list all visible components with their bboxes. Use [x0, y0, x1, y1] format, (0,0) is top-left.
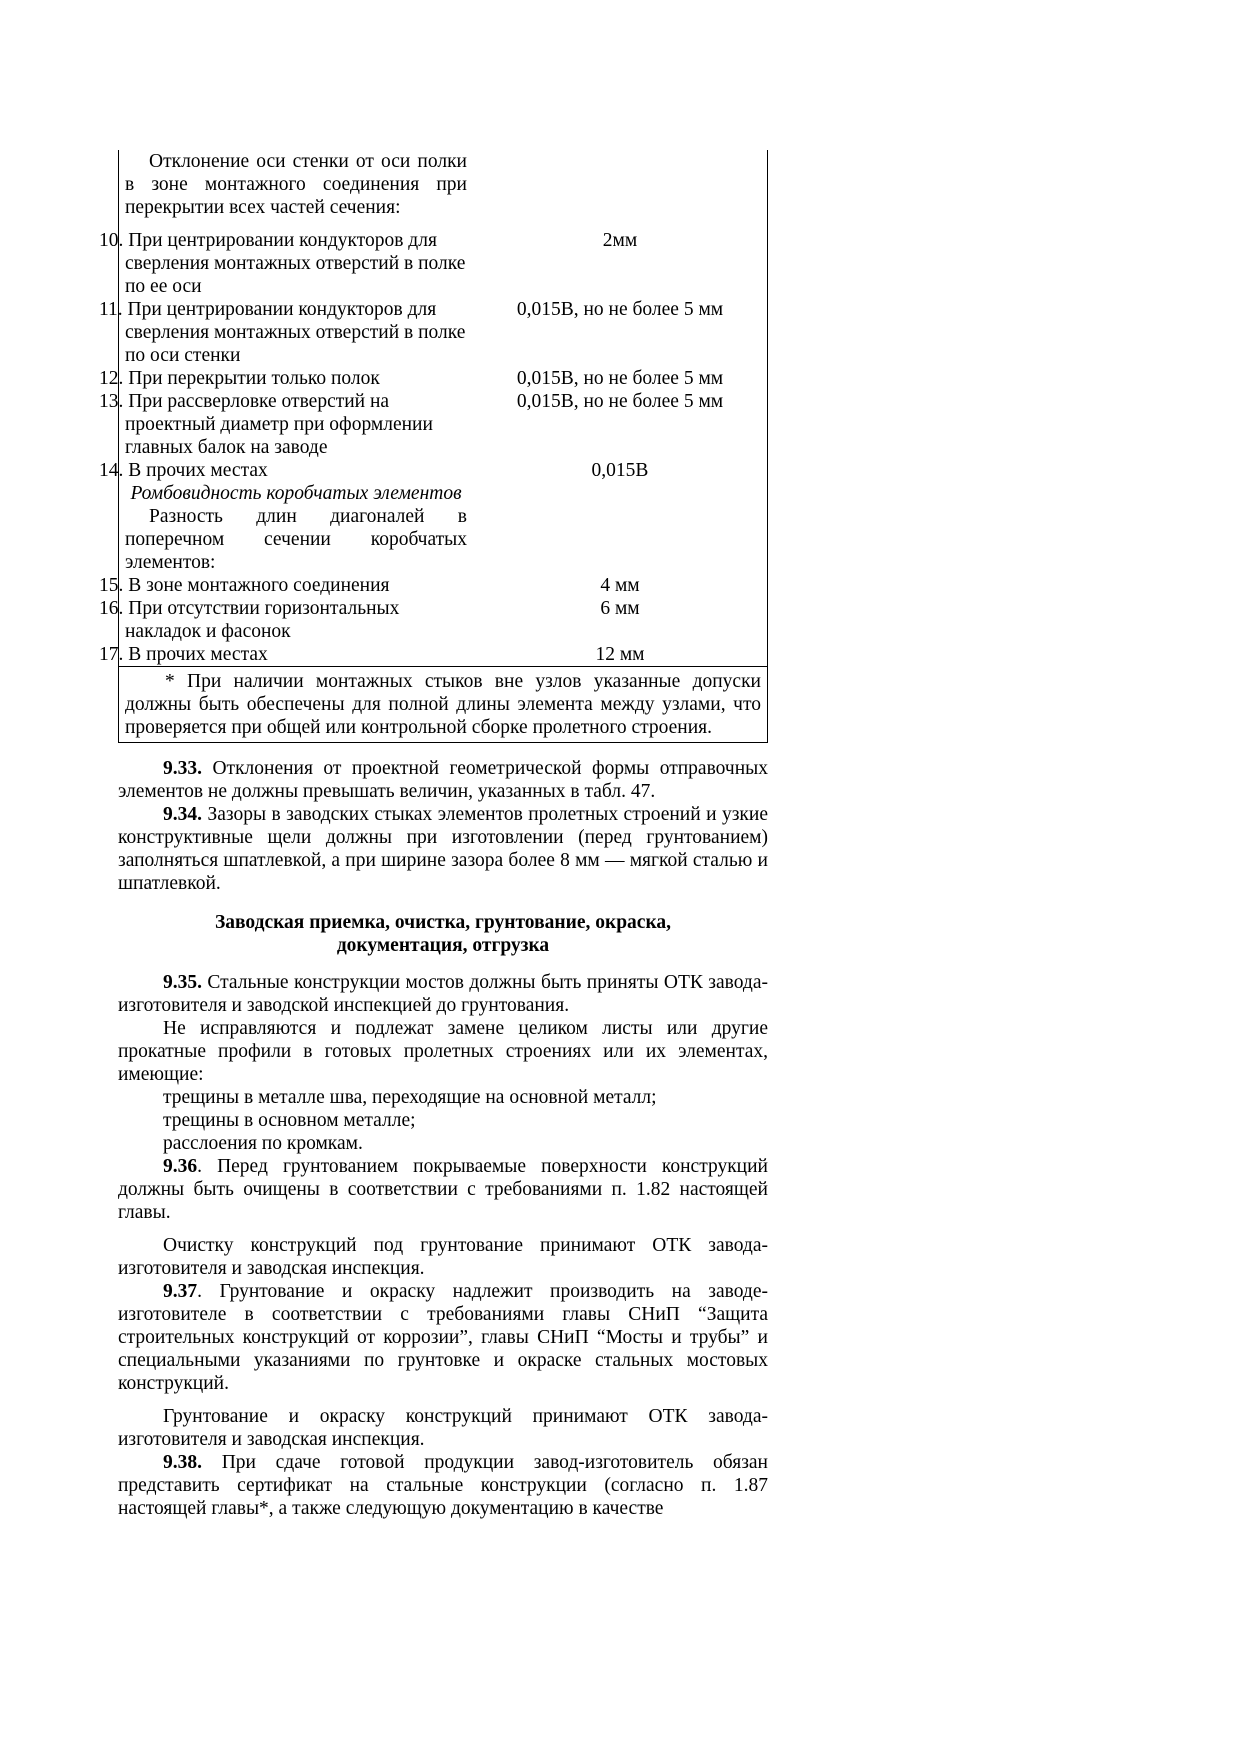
table-subheading: Ромбовидность коробчатых элементов	[119, 482, 474, 505]
paragraph-9-35-b: Не исправляются и подлежат замене целиком листы или другие прокатные профили в готовых пролетных строениях или их элементах, имеющие:	[118, 1018, 768, 1085]
row-label: 12. При перекрытии только полок	[119, 367, 474, 390]
row-label: 16. При отсутствии горизонтальных накладок и фасонок	[119, 597, 474, 643]
clause-number: 9.36	[163, 1156, 198, 1177]
tolerance-table	[99, 150, 768, 743]
paragraph-text: При сдаче готовой продукции завод-изготовитель обязан представить сертификат на стальные конструкции (согласно п. 1.87 настоящей главы*, а также следующую документацию в качестве	[118, 1452, 768, 1519]
list-item: трещины в металле шва, переходящие на основной металл;	[163, 1087, 657, 1108]
clause-number: 9.38.	[163, 1452, 202, 1473]
row-value: 2мм	[473, 229, 768, 298]
row-value: 0,015В	[473, 459, 768, 482]
table-row	[119, 667, 768, 743]
body-text	[118, 757, 768, 1520]
table-row	[119, 390, 768, 459]
row-label: 10. При центрировании кондукторов для сверления монтажных отверстий в полке по ее оси	[119, 229, 474, 298]
clause-number: 9.34.	[163, 804, 202, 825]
table-row	[119, 643, 768, 667]
paragraph-text: . Грунтование и окраску надлежит производить на заводе-изготовителе в соответствии с требованиями главы СНиП “Защита строительных конструкций от коррозии”, главы СНиП “Мосты и трубы” и специальными указаниями по грунтовке и окраске стальных мостовых конструкций.	[118, 1281, 768, 1394]
paragraph-text: . Перед грунтованием покрываемые поверхности конструкций должны быть очищены в соответствии с требованиями п. 1.82 настоящей главы.	[118, 1156, 768, 1223]
table-row	[119, 459, 768, 482]
row-label: 14. В прочих местах	[119, 459, 474, 482]
table-row	[119, 150, 768, 219]
row-value: 0,015В, но не более 5 мм	[473, 367, 768, 390]
row-value: 0,015В, но не более 5 мм	[473, 390, 768, 459]
paragraph-9-35	[118, 971, 768, 1017]
paragraph-9-37	[118, 1280, 768, 1395]
paragraph-9-33	[118, 757, 768, 803]
paragraph-text: Стальные конструкции мостов должны быть приняты ОТК завода-изготовителя и заводской инспекцией до грунтования.	[118, 972, 768, 1016]
table-row	[119, 505, 768, 574]
paragraph-9-34	[118, 803, 768, 895]
table-row	[119, 229, 768, 298]
row-value: 4 мм	[473, 574, 768, 597]
paragraph-text: Отклонения от проектной геометрической формы отправочных элементов не должны превышать величин, указанных в табл. 47.	[118, 758, 768, 802]
section-title: Заводская приемка, очистка, грунтование, окраска, документация, отгрузка	[214, 912, 672, 956]
table-row	[119, 482, 768, 505]
table-row	[119, 298, 768, 367]
row-label: 15. В зоне монтажного соединения	[119, 574, 474, 597]
clause-number: 9.33.	[163, 758, 202, 779]
table-row	[119, 574, 768, 597]
table-row	[119, 367, 768, 390]
row-value: 12 мм	[473, 643, 768, 667]
row-value: 0,015В, но не более 5 мм	[473, 298, 768, 367]
list-item: трещины в основном металле;	[163, 1110, 416, 1131]
row-label: 13. При рассверловке отверстий на проектный диаметр при оформлении главных балок на заводе	[119, 390, 474, 459]
paragraph-9-36	[118, 1155, 768, 1224]
table-row	[119, 597, 768, 643]
list-item: расслоения по кромкам.	[163, 1133, 363, 1154]
row-label: 11. При центрировании кондукторов для сверления монтажных отверстий в полке по оси стенки	[119, 298, 474, 367]
table-footnote: * При наличии монтажных стыков вне узлов указанные допуски должны быть обеспечены для полной длины элемента между узлами, что проверяется при общей или контрольной сборке пролетного строения.	[119, 667, 768, 743]
paragraph-9-37-b: Грунтование и окраску конструкций принимают ОТК завода-изготовителя и заводская инспекция.	[118, 1406, 768, 1450]
row-label: 17. В прочих местах	[119, 643, 474, 667]
paragraph-text: Зазоры в заводских стыках элементов пролетных строений и узкие конструктивные щели должны при изготовлении (перед грунтованием) заполняться шпатлевкой, а при ширине зазора более 8 мм — мягкой сталью и шпатлевкой.	[118, 804, 768, 894]
paragraph-9-38	[118, 1451, 768, 1520]
group-intro: Разность длин диагоналей в поперечном сечении коробчатых элементов:	[119, 505, 474, 574]
document-page	[99, 150, 768, 1520]
clause-number: 9.37	[163, 1281, 198, 1302]
row-value: 6 мм	[473, 597, 768, 643]
paragraph-9-36-b: Очистку конструкций под грунтование принимают ОТК завода-изготовителя и заводская инспекция.	[118, 1235, 768, 1279]
clause-number: 9.35.	[163, 972, 202, 993]
group-intro: Отклонение оси стенки от оси полки в зоне монтажного соединения при перекрытии всех частей сечения:	[119, 150, 474, 219]
